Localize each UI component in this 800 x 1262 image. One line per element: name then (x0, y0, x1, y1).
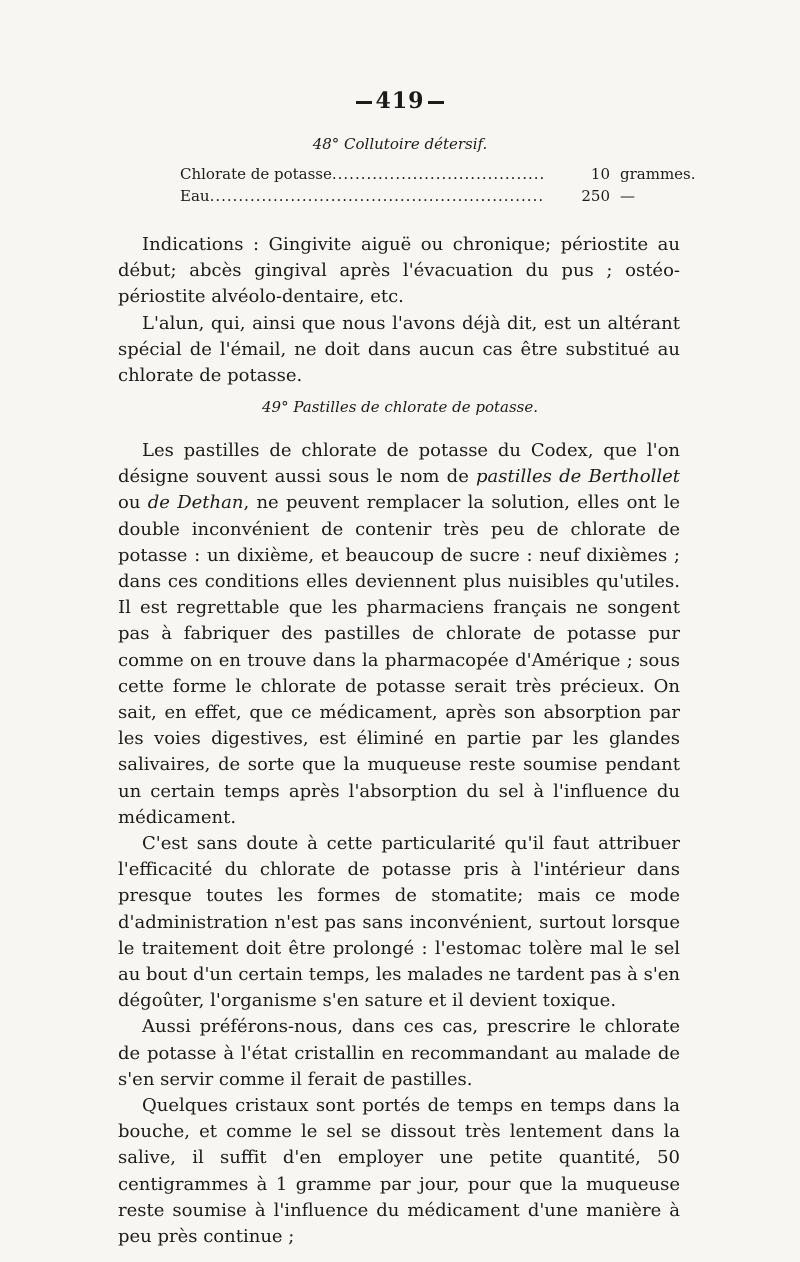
right-dash (428, 101, 444, 104)
italic-run: pastilles de Berthollet (476, 466, 680, 488)
paragraph (118, 438, 680, 831)
italic-run: de Dethan (147, 492, 244, 514)
section-49-body (118, 438, 680, 1250)
page-number (0, 88, 800, 114)
page-number-text: 419 (375, 88, 425, 114)
paragraph: C'est sans doute à cette particularité qu'il faut attribuer l'efficacité du chlorate de potasse pris à l'intérieur dans presque toutes les formes de stomatite; mais ce mode d'administration n'est pas sans inconvénient, surtout lorsque le traitement doit être prolongé : l'estomac tolère mal le sel au bout d'un certain temps, les malades ne tardent pas à s'en dégoûter, l'organisme s'en sature et il devient toxique. (118, 833, 681, 1012)
ingredient-quantity: 10 (590, 165, 610, 183)
ingredient-name: Chlorate de potasse (180, 165, 332, 183)
paragraph: Quelques cristaux sont portés de temps en temps dans la bouche, et comme le sel se dissout très lentement dans la salive, il suffit d'en employer une petite quantité, 50 centigrammes à 1 gramme par jour, pour que la muqueuse reste soumise à l'influence du médicament d'une manière à peu près continue ; (118, 1095, 680, 1248)
ingredient-quantity: 250 (581, 187, 610, 205)
ingredient-name: Eau (180, 187, 210, 205)
ingredient-unit: grammes. (620, 165, 696, 183)
section-48-body (118, 232, 680, 389)
recipe-row (180, 185, 700, 207)
paragraph: Indications : Gingivite aiguë ou chronique; périostite au début; abcès gingival après l'évacuation du pus ; ostéo-périostite alvéolo-dentaire, etc. (118, 234, 680, 308)
leader-dots (210, 185, 544, 207)
recipe-row (180, 163, 700, 185)
text-run: Les pastilles de chlorate de potasse du Codex, que l'on désigne souvent aussi sous le nom de (118, 440, 680, 488)
text-run: , ne peuvent remplacer la solution, elles ont le double inconvénient de contenir très peu de chlorate de potasse : un dixième, et beaucoup de sucre : neuf dixièmes ; dans ces conditions elles deviennent plus nuisibles qu'utiles. Il est regrettable que les pharmaciens français ne songent pas à fabriquer des pastilles de chlorate de potasse pur comme on en trouve dans la pharmacopée d'Amérique ; sous cette forme le chlorate de potasse serait très précieux. On sait, en effet, que ce médicament, après son absorption par les voies digestives, est éliminé en partie par les glandes salivaires, de sorte que la muqueuse reste soumise pendant un certain temps après l'absorption du sel à l'influence du médicament. (118, 492, 680, 828)
paragraph: Aussi préférons-nous, dans ces cas, prescrire le chlorate de potasse à l'état cristallin en recommandant au malade de s'en servir comme il ferait de pastilles. (118, 1016, 680, 1090)
leader-dots (332, 163, 544, 185)
recipe-list (180, 163, 700, 207)
text-run: ou (118, 492, 148, 514)
section-49-title: 49° Pastilles de chlorate de potasse. (262, 398, 538, 416)
paragraph: L'alun, qui, ainsi que nous l'avons déjà dit, est un altérant spécial de l'émail, ne doit dans aucun cas être substitué au chlorate de potasse. (118, 312, 680, 387)
left-dash (356, 101, 372, 104)
section-48-title: 48° Collutoire détersif. (312, 135, 488, 153)
ingredient-unit: — (620, 187, 635, 205)
